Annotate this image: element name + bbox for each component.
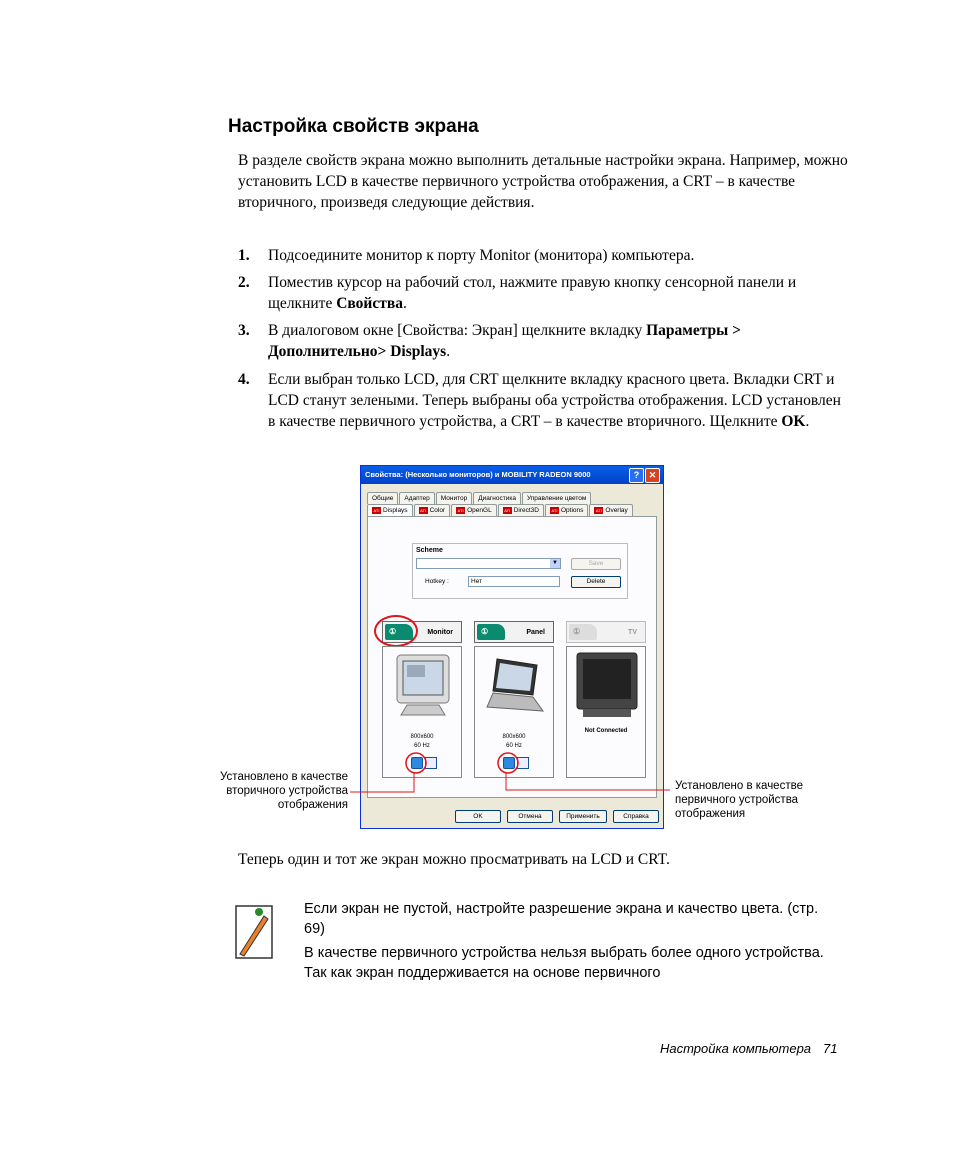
- step-1: 1. Подсоедините монитор к порту Monitor (монитора) компьютера.: [238, 247, 695, 264]
- ati-icon: ATI: [420, 508, 427, 513]
- tab-adapter[interactable]: Адаптер: [399, 492, 434, 504]
- panel-refresh: 60 Hz: [506, 743, 522, 749]
- ati-icon: ATI: [504, 508, 511, 513]
- hotkey-label: Hotkey :: [425, 578, 449, 585]
- ati-icon: ATI: [457, 508, 464, 513]
- panel-resolution: 800x600: [502, 734, 526, 740]
- note-1: Если экран не пустой, настройте разрешение экрана и качество цвета. (стр. 69): [304, 901, 819, 937]
- dialog-titlebar: Свойства: (Несколько мониторов) и MOBILITY RADEON 9000 ? ✕: [361, 466, 663, 484]
- step-2: 2. Поместив курсор на рабочий стол, нажмите правую кнопку сенсорной панели и щелкните Свойства.: [238, 274, 797, 312]
- after-text: Теперь один и тот же экран можно просматривать на LCD и CRT.: [238, 851, 670, 868]
- device-enable-icon: ①: [569, 624, 597, 640]
- tab-overlay[interactable]: ATI Overlay: [589, 504, 632, 516]
- panel-device-button[interactable]: ① Panel: [474, 621, 554, 643]
- device-enable-icon: ①: [477, 624, 505, 640]
- intro-paragraph: В разделе свойств экрана можно выполнить детальные настройки экрана. Например, можно установить LCD в качестве первичного устройства отображения, а CRT – в качестве вторичного, произведя следующие действия.: [238, 152, 848, 211]
- tab-opengl[interactable]: ATI OpenGL: [451, 504, 497, 516]
- chevron-down-icon: ▼: [550, 559, 560, 568]
- delete-button[interactable]: Delete: [571, 576, 621, 588]
- help-title-button[interactable]: ?: [629, 468, 644, 483]
- cancel-button[interactable]: Отмена: [507, 810, 553, 823]
- tab-direct3d[interactable]: ATI Direct3D: [498, 504, 544, 516]
- help-button[interactable]: Справка: [613, 810, 659, 823]
- callout-primary: Установлено в качестве первичного устройства отображения: [675, 780, 803, 820]
- note-pencil-icon: [234, 900, 278, 962]
- ati-icon: ATI: [551, 508, 558, 513]
- step-3: 3. В диалоговом окне [Свойства: Экран] щелкните вкладку Параметры > Дополнительно> Displays.: [238, 322, 741, 360]
- scheme-label: Scheme: [416, 547, 443, 554]
- tab-monitor[interactable]: Монитор: [436, 492, 472, 504]
- close-title-button[interactable]: ✕: [645, 468, 660, 483]
- ati-icon: ATI: [373, 508, 380, 513]
- apply-button[interactable]: Применить: [559, 810, 607, 823]
- tab-color[interactable]: ATI Color: [414, 504, 451, 516]
- note-2: В качестве первичного устройства нельзя выбрать более одного устройства. Так как экран поддерживается на основе первичного: [304, 945, 824, 981]
- page-number: 71: [823, 1041, 838, 1056]
- hotkey-input[interactable]: Нет: [468, 576, 560, 587]
- ok-button[interactable]: OK: [455, 810, 501, 823]
- monitor-device-button[interactable]: ① Monitor: [382, 621, 462, 643]
- tv-device-button[interactable]: ① TV: [566, 621, 646, 643]
- ati-icon: ATI: [595, 508, 602, 513]
- monitor-refresh: 60 Hz: [414, 743, 430, 749]
- tv-status: Not Connected: [584, 728, 628, 734]
- save-button[interactable]: Save: [571, 558, 621, 570]
- tab-color-management[interactable]: Управление цветом: [522, 492, 591, 504]
- callout-secondary: Установлено в качестве вторичного устройства отображения: [220, 771, 348, 811]
- monitor-resolution: 800x600: [410, 734, 434, 740]
- tab-diagnostics[interactable]: Диагностика: [473, 492, 521, 504]
- tab-general[interactable]: Общие: [367, 492, 398, 504]
- page-footer: Настройка компьютера 71: [660, 1041, 838, 1056]
- page-title: Настройка свойств экрана: [228, 116, 479, 137]
- device-enable-icon: ①: [385, 624, 413, 640]
- tab-displays[interactable]: ATI Displays: [367, 504, 413, 516]
- step-4: 4. Если выбран только LCD, для CRT щелкните вкладку красного цвета. Вкладки CRT и LCD станут зелеными. Теперь выбраны оба устройства отображения. LCD установлен в качестве первичного устройства, а CRT – в качестве вторичного. Щелкните OK.: [238, 371, 841, 430]
- tab-options[interactable]: ATI Options: [545, 504, 588, 516]
